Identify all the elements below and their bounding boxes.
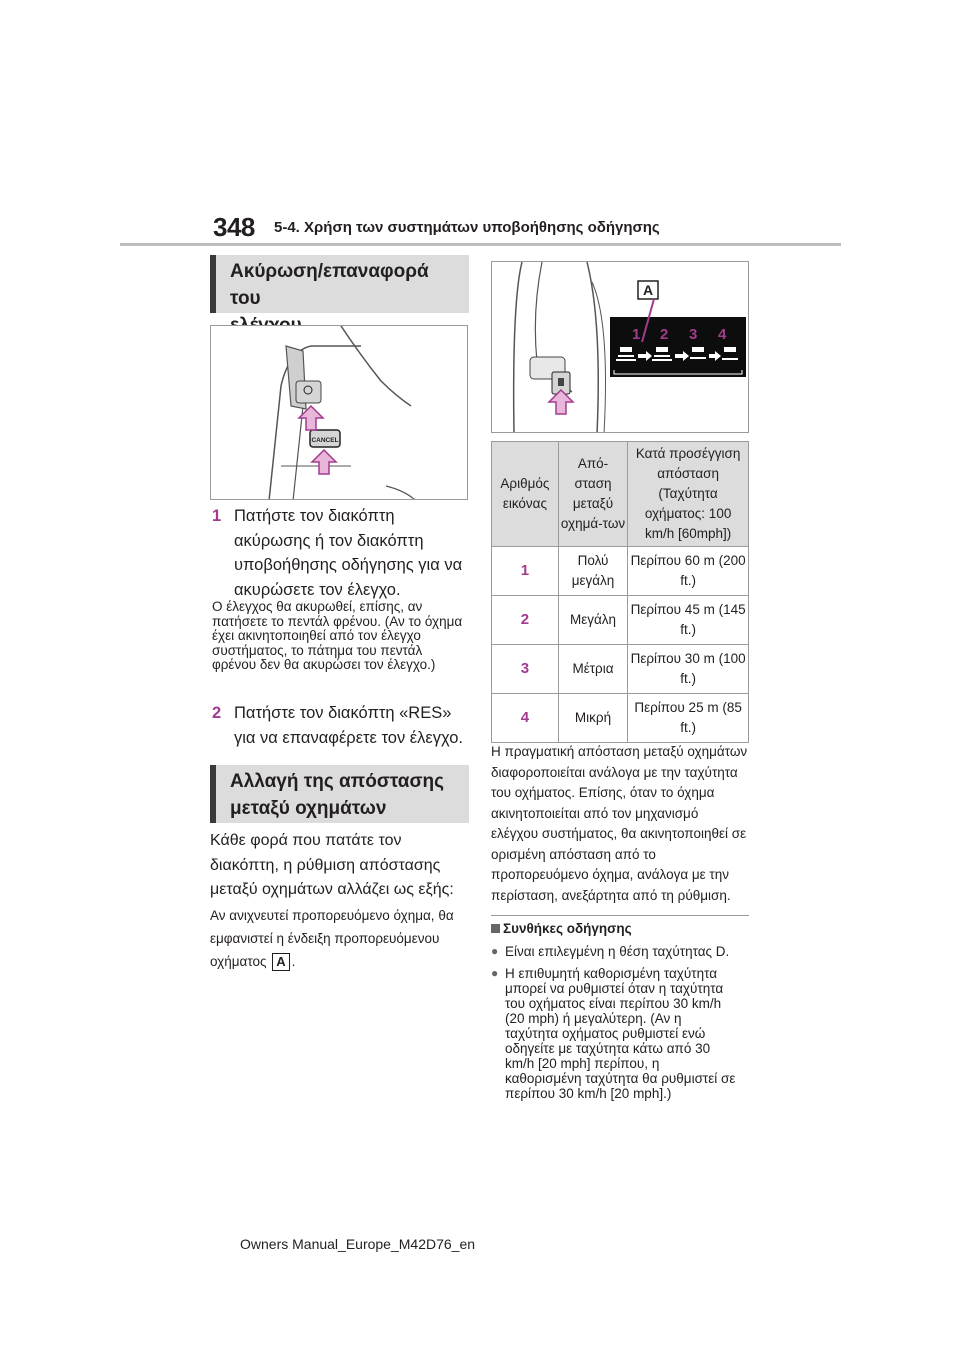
conditions-title: Συνθήκες οδήγησης (503, 921, 632, 936)
row-distance: Μεγάλη (558, 596, 627, 645)
header-distance: Από-σταση μεταξύ οχημά-των (558, 442, 627, 547)
callout-a-label: A (642, 282, 654, 298)
row-approx: Περίπου 25 m (85 ft.) (628, 694, 749, 743)
section-heading-line2: μεταξύ οχημάτων (230, 798, 387, 819)
distance-table (491, 441, 749, 743)
section-heading-cancel-resume (210, 255, 469, 313)
small-text-end: . (291, 954, 296, 969)
header-divider (120, 243, 841, 246)
small-text-main: Αν ανιχνευτεί προπορευόμενο όχημα, θα εμφανιστεί η ένδειξη προπορευόμενου οχήματος (210, 908, 454, 969)
footer-text: Owners Manual_Europe_M42D76_en (240, 1236, 476, 1252)
steering-switch-illustration (211, 326, 468, 500)
figure-distance-switch (491, 261, 749, 433)
row-distance: Πολύ μεγάλη (558, 547, 627, 596)
step-text: Πατήστε τον διακόπτη ακύρωσης ή τον διακόπτη υποβοήθησης οδήγησης για να ακυρώσετε τον έλεγχο. (234, 507, 463, 599)
arrow-up-icon (312, 450, 336, 474)
row-distance: Μέτρια (558, 645, 627, 694)
actual-distance-note: Η πραγματική απόσταση μεταξύ οχημάτων διαφοροποιείται ανάλογα με την ταχύτητα του οχήματος. Επίσης, όταν το όχημα ακινητοποιείται από τον μηχανισμό ελέγχου συστήματος, θα ακινητοποιηθεί σε ορισμένη απόσταση από το προπορευόμενο όχημα, ανάλογα με την περίσταση, ανεξάρτητα από τη ρύθμιση. (491, 744, 748, 903)
step-text: Πατήστε τον διακόπτη «RES» για να επαναφέρετε τον έλεγχο. (234, 704, 463, 747)
row-number: 2 (492, 596, 559, 645)
level-1-label: 1 (632, 326, 641, 343)
level-2-label: 2 (660, 326, 669, 343)
level-3-label: 3 (689, 326, 698, 343)
step-1 (212, 504, 474, 602)
square-bullet-icon (491, 924, 500, 933)
figure-cancel-switch (210, 325, 468, 500)
condition-item: ● Η επιθυμητή καθορισμένη ταχύτητα μπορεί να ρυθμιστεί όταν η ταχύτητα του οχήματος είναι περίπου 30 km/h (20 mph) ή μεγαλύτερη. (Αν η ταχύτητα οχήματος ρυθμιστεί ενώ οδηγείτε με ταχύτητα κάτω από 30 km/h [20 mph] περίπου, η καθορισμένη ταχύτητα θα ρυθμιστεί σε περίπου 30 km/h [20 mph].) (491, 966, 736, 1101)
header-image-number: Αριθμός εικόνας (492, 442, 559, 547)
chapter-title: 5-4. Χρήση των συστημάτων υποβοήθησης οδήγησης (274, 219, 660, 236)
page-number: 348 (213, 212, 255, 242)
row-approx: Περίπου 30 m (100 ft.) (628, 645, 749, 694)
conditions-divider (491, 915, 749, 916)
row-distance: Μικρή (558, 694, 627, 743)
section-heading-line1: Αλλαγή της απόστασης (230, 771, 444, 792)
row-approx: Περίπου 60 m (200 ft.) (628, 547, 749, 596)
table-row (492, 596, 749, 645)
section-heading-distance (210, 765, 469, 823)
distance-display-illustration (492, 262, 749, 433)
condition-item: ● Είναι επιλεγμένη η θέση ταχύτητας D. (491, 944, 736, 959)
step-number: 2 (212, 704, 222, 722)
table-row (492, 645, 749, 694)
table-header-row (492, 442, 749, 547)
distance-small-text (210, 904, 466, 973)
header-approx-distance: Κατά προσέγγιση απόσταση (Ταχύτητα οχήματος: 100 km/h [60mph]) (628, 442, 749, 547)
level-4-label: 4 (718, 326, 727, 343)
callout-a-box: A (272, 953, 289, 971)
cancel-button-label: CANCEL (311, 437, 339, 444)
step-number: 1 (212, 507, 222, 525)
table-row (492, 694, 749, 743)
row-approx: Περίπου 45 m (145 ft.) (628, 596, 749, 645)
table-row (492, 547, 749, 596)
row-number: 4 (492, 694, 559, 743)
row-number: 1 (492, 547, 559, 596)
section-heading-line1: Ακύρωση/επαναφορά του (230, 261, 429, 309)
step-2 (212, 701, 474, 751)
conditions-heading (491, 921, 632, 936)
row-number: 3 (492, 645, 559, 694)
distance-body-text: Κάθε φορά που πατάτε τον διακόπτη, η ρύθμιση απόστασης μεταξύ οχημάτων αλλάζει ως εξής: (210, 832, 454, 898)
note-brake-cancel: Ο έλεγχος θα ακυρωθεί, επίσης, αν πατήσετε το πεντάλ φρένου. (Αν το όχημα έχει ακινητοποιηθεί από τον έλεγχο συστήματος, το πάτημα του πεντάλ φρένου δεν θα ακυρώσει τον έλεγχο.) (212, 599, 463, 672)
